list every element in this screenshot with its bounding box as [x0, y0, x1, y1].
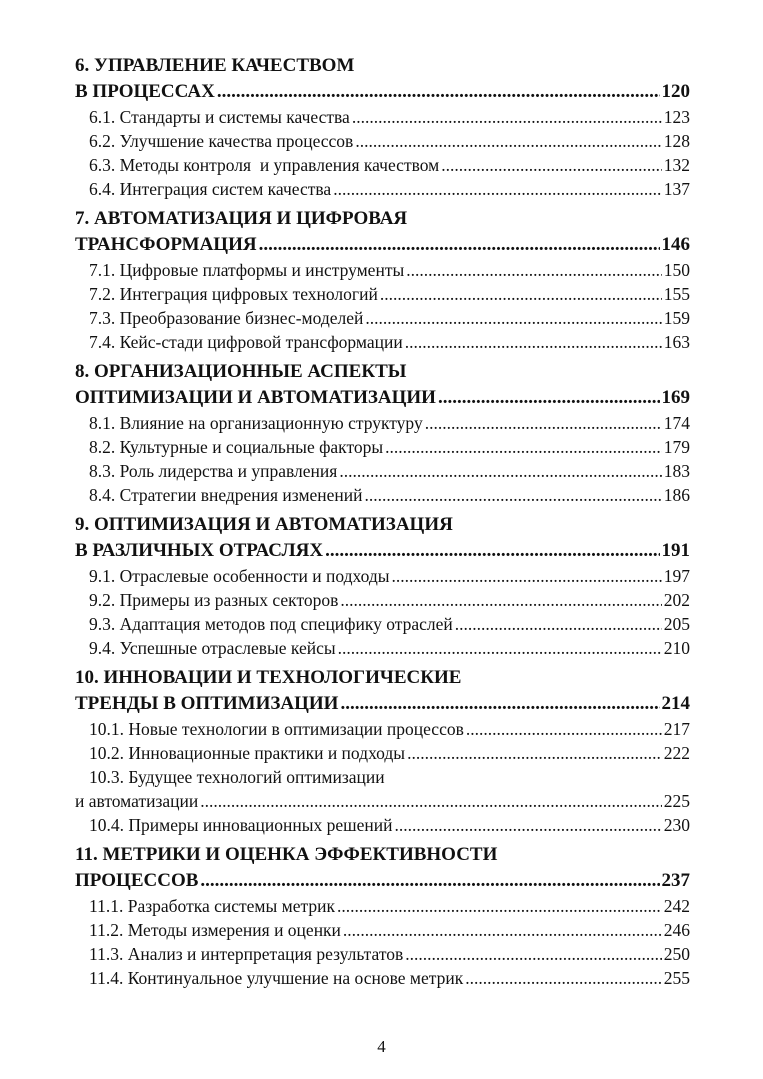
page-ref: 132	[663, 155, 690, 175]
leader-dots	[425, 411, 662, 435]
leader-dots	[259, 232, 660, 258]
chapter-entry[interactable]	[75, 538, 690, 564]
page-ref: 186	[663, 485, 690, 505]
leader-dots	[394, 813, 661, 837]
section-title: 9.2. Примеры из разных секторов	[89, 590, 339, 610]
page-ref: 222	[663, 743, 690, 763]
chapter-title: 6. УПРАВЛЕНИЕ КАЧЕСТВОМ	[75, 55, 355, 76]
leader-dots	[465, 966, 662, 990]
chapter-entry[interactable]	[75, 691, 690, 717]
chapter-title-cont: ТРЕНДЫ В ОПТИМИЗАЦИИ	[75, 693, 339, 714]
section-title-cont: и автоматизации	[75, 791, 199, 811]
leader-dots	[455, 612, 662, 636]
section-entry[interactable]	[75, 330, 690, 354]
section-entry[interactable]	[75, 129, 690, 153]
leader-dots	[200, 868, 659, 894]
leader-dots	[380, 282, 662, 306]
section-entry[interactable]	[75, 282, 690, 306]
page-ref: 197	[663, 566, 690, 586]
leader-dots	[365, 483, 662, 507]
page-ref: 225	[663, 791, 690, 811]
page-ref: 169	[661, 387, 690, 408]
section-entry[interactable]	[75, 483, 690, 507]
page-ref: 210	[663, 638, 690, 658]
section-title: 7.3. Преобразование бизнес-моделей	[89, 308, 364, 328]
section-entry[interactable]	[75, 741, 690, 765]
section-title: 6.3. Методы контроля и управления качеством	[89, 155, 440, 175]
page-ref: 128	[663, 131, 690, 151]
section-title: 6.2. Улучшение качества процессов	[89, 131, 354, 151]
leader-dots	[466, 717, 662, 741]
chapter-10	[75, 665, 690, 837]
page-ref: 250	[663, 944, 690, 964]
chapter-title: 11. МЕТРИКИ И ОЦЕНКА ЭФФЕКТИВНОСТИ	[75, 844, 498, 865]
section-entry[interactable]	[75, 789, 690, 813]
page-ref: 246	[663, 920, 690, 940]
chapter-title: 9. ОПТИМИЗАЦИЯ И АВТОМАТИЗАЦИЯ	[75, 514, 453, 535]
page-ref: 242	[663, 896, 690, 916]
page-ref: 163	[663, 332, 690, 352]
section-title: 9.4. Успешные отраслевые кейсы	[89, 638, 336, 658]
leader-dots	[339, 459, 661, 483]
page-ref: 214	[661, 693, 690, 714]
chapter-7	[75, 206, 690, 354]
section-entry[interactable]	[75, 894, 690, 918]
section-title: 11.2. Методы измерения и оценки	[89, 920, 341, 940]
chapter-title-cont: В ПРОЦЕССАХ	[75, 81, 215, 102]
section-entry[interactable]	[75, 258, 690, 282]
section-entry[interactable]	[75, 918, 690, 942]
section-entry[interactable]	[75, 411, 690, 435]
section-title: 8.1. Влияние на организационную структуру	[89, 413, 423, 433]
chapter-9	[75, 512, 690, 660]
section-title: 8.2. Культурные и социальные факторы	[89, 437, 384, 457]
section-title: 10.1. Новые технологии в оптимизации процессов	[89, 719, 464, 739]
page-ref: 237	[661, 870, 690, 891]
section-title: 10.2. Инновационные практики и подходы	[89, 743, 406, 763]
page-ref: 120	[661, 81, 690, 102]
section-entry[interactable]	[75, 177, 690, 201]
section-title: 8.3. Роль лидерства и управления	[89, 461, 338, 481]
section-title: 6.4. Интеграция систем качества	[89, 179, 332, 199]
leader-dots	[337, 894, 662, 918]
section-entry[interactable]	[75, 636, 690, 660]
chapter-11	[75, 842, 690, 990]
section-title: 6.1. Стандарты и системы качества	[89, 107, 350, 127]
page-ref: 146	[661, 234, 690, 255]
section-entry[interactable]	[75, 564, 690, 588]
leader-dots	[405, 942, 662, 966]
leader-dots	[392, 564, 662, 588]
chapter-title: 10. ИННОВАЦИИ И ТЕХНОЛОГИЧЕСКИЕ	[75, 667, 462, 688]
section-entry[interactable]	[75, 153, 690, 177]
section-title: 7.1. Цифровые платформы и инструменты	[89, 260, 405, 280]
page-ref: 123	[663, 107, 690, 127]
page-ref: 202	[663, 590, 690, 610]
leader-dots	[406, 258, 662, 282]
section-title: 11.3. Анализ и интерпретация результатов	[89, 944, 404, 964]
page-ref: 137	[663, 179, 690, 199]
section-title: 9.1. Отраслевые особенности и подходы	[89, 566, 390, 586]
leader-dots	[338, 636, 662, 660]
section-entry[interactable]	[75, 717, 690, 741]
page-ref: 255	[663, 968, 690, 988]
section-entry[interactable]	[75, 105, 690, 129]
section-title: 10.4. Примеры инновационных решений	[89, 815, 393, 835]
chapter-6	[75, 53, 690, 201]
chapter-entry[interactable]	[75, 79, 690, 105]
section-title: 11.4. Континуальное улучшение на основе метрик	[89, 968, 464, 988]
chapter-entry[interactable]	[75, 868, 690, 894]
section-title: 9.3. Адаптация методов под специфику отраслей	[89, 614, 453, 634]
section-entry[interactable]	[75, 435, 690, 459]
page-ref: 179	[663, 437, 690, 457]
leader-dots	[405, 330, 662, 354]
leader-dots	[340, 691, 659, 717]
section-title: 11.1. Разработка системы метрик	[89, 896, 335, 916]
page-ref: 150	[663, 260, 690, 280]
chapter-entry[interactable]	[75, 385, 690, 411]
page-ref: 230	[663, 815, 690, 835]
leader-dots	[200, 789, 662, 813]
leader-dots	[365, 306, 661, 330]
page-ref: 191	[661, 540, 690, 561]
leader-dots	[352, 105, 662, 129]
leader-dots	[343, 918, 662, 942]
table-of-contents	[75, 53, 690, 995]
chapter-title-cont: ТРАНСФОРМАЦИЯ	[75, 234, 257, 255]
chapter-8	[75, 359, 690, 507]
leader-dots	[385, 435, 662, 459]
leader-dots	[438, 385, 660, 411]
leader-dots	[355, 129, 661, 153]
section-entry[interactable]	[75, 612, 690, 636]
section-entry[interactable]	[75, 459, 690, 483]
page-number: 4	[377, 1037, 386, 1056]
section-title: 8.4. Стратегии внедрения изменений	[89, 485, 363, 505]
leader-dots	[407, 741, 662, 765]
section-entry[interactable]	[75, 966, 690, 990]
section-entry[interactable]	[75, 588, 690, 612]
page-ref: 205	[663, 614, 690, 634]
section-title: 7.4. Кейс-стади цифровой трансформации	[89, 332, 403, 352]
leader-dots	[325, 538, 659, 564]
page-ref: 217	[663, 719, 690, 739]
chapter-entry[interactable]	[75, 232, 690, 258]
leader-dots	[217, 79, 660, 105]
page-ref: 159	[663, 308, 690, 328]
leader-dots	[441, 153, 662, 177]
page-ref: 174	[663, 413, 690, 433]
leader-dots	[340, 588, 661, 612]
section-title-wrapped: 10.3. Будущее технологий оптимизации	[89, 767, 385, 787]
section-title: 7.2. Интеграция цифровых технологий	[89, 284, 378, 304]
page-ref: 183	[663, 461, 690, 481]
chapter-title-cont: ПРОЦЕССОВ	[75, 870, 199, 891]
leader-dots	[333, 177, 662, 201]
page-ref: 155	[663, 284, 690, 304]
section-entry[interactable]	[75, 813, 690, 837]
chapter-title: 8. ОРГАНИЗАЦИОННЫЕ АСПЕКТЫ	[75, 361, 407, 382]
chapter-title-cont: ОПТИМИЗАЦИИ И АВТОМАТИЗАЦИИ	[75, 387, 436, 408]
section-entry[interactable]	[75, 942, 690, 966]
chapter-title-cont: В РАЗЛИЧНЫХ ОТРАСЛЯХ	[75, 540, 324, 561]
chapter-title: 7. АВТОМАТИЗАЦИЯ И ЦИФРОВАЯ	[75, 208, 408, 229]
section-entry[interactable]	[75, 306, 690, 330]
